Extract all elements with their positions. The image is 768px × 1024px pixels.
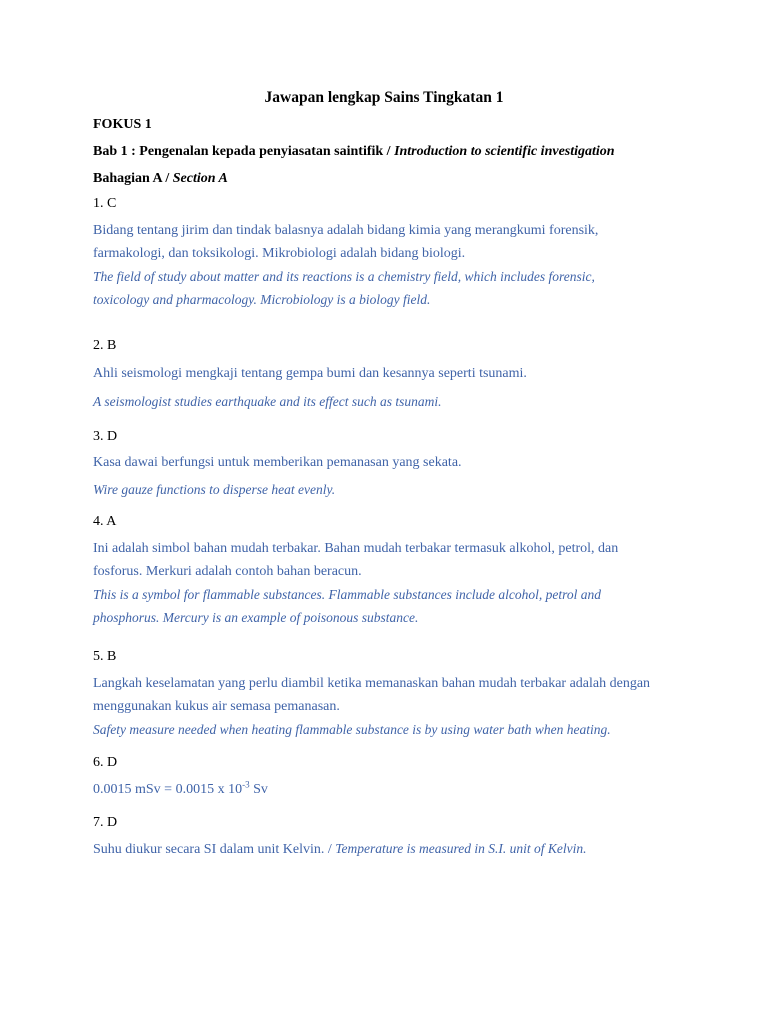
- question-6-number: 6. D: [93, 755, 118, 770]
- question-1-malay-line-2: farmakologi, dan toksikologi. Mikrobiologi adalah bidang biologi.: [93, 246, 466, 261]
- question-3-malay-line-1: Kasa dawai berfungsi untuk memberikan pemanasan yang sekata.: [93, 455, 462, 470]
- chapter-heading-english: Introduction to scientific investigation: [394, 144, 615, 159]
- question-6-formula-exponent: -3: [242, 779, 250, 790]
- question-5-english-line-1: Safety measure needed when heating flammable substance is by using water bath when heating.: [93, 722, 611, 737]
- question-5-malay-line-1: Langkah keselamatan yang perlu diambil ketika memanaskan bahan mudah terbakar adalah dengan: [93, 676, 651, 691]
- question-7-english: Temperature is measured in S.I. unit of Kelvin.: [335, 841, 587, 856]
- question-2-number: 2. B: [93, 338, 117, 353]
- question-1-malay-line-1: Bidang tentang jirim dan tindak balasnya adalah bidang kimia yang merangkumi forensik,: [93, 223, 599, 238]
- question-7-malay: Suhu diukur secara SI dalam unit Kelvin. /: [93, 842, 336, 857]
- focus-heading: FOKUS 1: [93, 117, 152, 132]
- question-2-malay-line-1: Ahli seismologi mengkaji tentang gempa bumi dan kesannya seperti tsunami.: [93, 366, 527, 381]
- question-4-english-line-1: This is a symbol for flammable substances. Flammable substances include alcohol, petrol and: [93, 587, 601, 602]
- question-4-malay-line-2: fosforus. Merkuri adalah contoh bahan beracun.: [93, 564, 362, 579]
- question-1-english-line-2: toxicology and pharmacology. Microbiology is a biology field.: [93, 292, 431, 307]
- question-4-malay-line-1: Ini adalah simbol bahan mudah terbakar. Bahan mudah terbakar termasuk alkohol, petrol, dan: [93, 541, 619, 556]
- document-title: Jawapan lengkap Sains Tingkatan 1: [264, 89, 504, 106]
- question-7-answer: [93, 840, 586, 859]
- question-3-number: 3. D: [93, 429, 118, 444]
- question-5-malay-line-2: menggunakan kukus air semasa pemanasan.: [93, 699, 340, 714]
- question-1-number: 1. C: [93, 196, 117, 211]
- question-1-english-line-1: The field of study about matter and its reactions is a chemistry field, which includes forensic,: [93, 269, 595, 284]
- question-6-formula: [93, 781, 268, 799]
- chapter-heading: [93, 143, 615, 161]
- question-7-number: 7. D: [93, 815, 118, 830]
- question-6-formula-base: 0.0015 mSv = 0.0015 x 10: [93, 782, 243, 797]
- chapter-heading-malay: Bab 1 : Pengenalan kepada penyiasatan saintifik /: [93, 144, 395, 159]
- question-4-number: 4. A: [93, 514, 117, 529]
- question-3-english-line-1: Wire gauze functions to disperse heat evenly.: [93, 482, 336, 497]
- question-5-number: 5. B: [93, 649, 117, 664]
- question-2-english-line-1: A seismologist studies earthquake and its effect such as tsunami.: [93, 394, 442, 409]
- section-heading-malay: Bahagian A /: [93, 171, 173, 186]
- section-heading: [93, 170, 228, 188]
- section-heading-english: Section A: [172, 171, 228, 186]
- question-6-formula-unit: Sv: [249, 782, 268, 797]
- question-4-english-line-2: phosphorus. Mercury is an example of poisonous substance.: [93, 610, 419, 625]
